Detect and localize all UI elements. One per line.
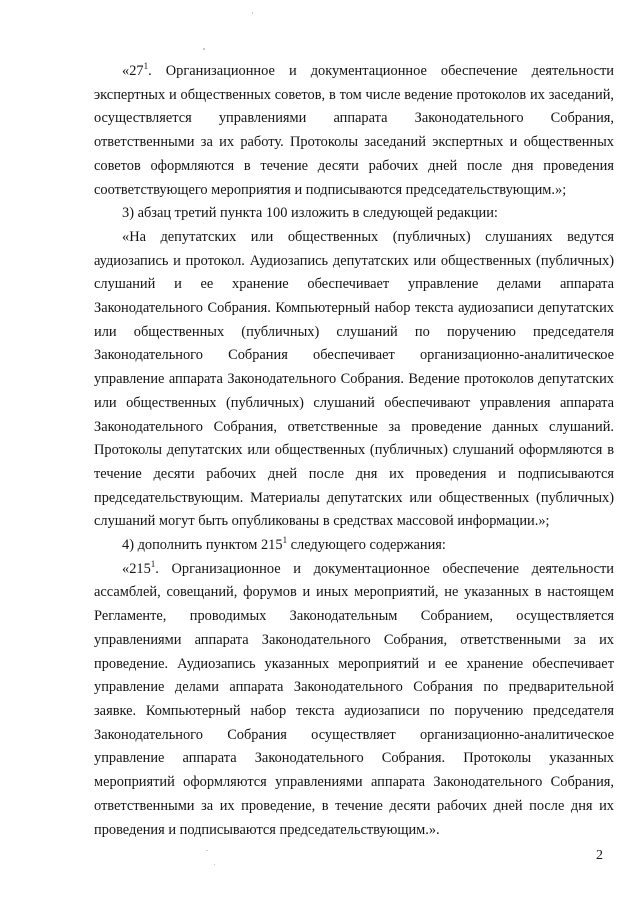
superscript: 1 bbox=[143, 61, 149, 71]
paragraph-text: 3) абзац третий пункта 100 изложить в следующей редакции: bbox=[122, 205, 498, 222]
paragraph-text: «27 bbox=[122, 63, 144, 79]
scan-speck bbox=[203, 48, 205, 50]
paragraph-text: «На депутатских или общественных (публичных) слушаниях ведутся аудиозапись и протокол. Аудиозапись депутатских или общественных (публичных) слушаний и ее хранение обеспечивает управление делами аппарата Законодательного Собрания. Компьютерный набор текста аудиозаписи депутатских или общественных (публичных) слушаний по поручению председателя Законодательного Собрания обеспечивает организационно-аналитическое управление аппарата Законодательного Собрания. Ведение протоколов депутатских или общественных (публичных) слушаний обеспечивают управления аппарата Законодательного Собрания, ответственные за проведение данных слушаний. Протоколы депутатских или общественных (публичных) слушаний оформляются в течение десяти рабочих дней после дня их проведения и подписываются председательствующим. Материалы депутатских или общественных (публичных) слушаний могут быть опубликованы в средствах массовой информации.»; bbox=[94, 228, 614, 530]
paragraph-text: 4) дополнить пунктом 215 bbox=[122, 537, 283, 554]
paragraph-hearings bbox=[94, 226, 614, 534]
superscript: 1 bbox=[282, 535, 288, 546]
document-body bbox=[94, 60, 614, 842]
scan-speck bbox=[252, 12, 253, 14]
paragraph-text: . Организационное и документационное обеспечение деятельности ассамблей, совещаний, форумов и иных мероприятий, не указанных в настоящем Регламенте, проводимых Законодательным Собранием, осуществляется управлениями аппарата Законодательного Собрания, ответственными за их проведение. Аудиозапись указанных мероприятий и ее хранение обеспечивает управление делами аппарата Законодательного Собрания по предварительной заявке. Компьютерный набор текста аудиозаписи по поручению председателя Законодательного Собрания осуществляет организационно-аналитическое управление аппарата Законодательного Собрания. Протоколы указанных мероприятий оформляются управлениями аппарата Законодательного Собрания, ответственными за их проведение, в течение десяти рабочих дней после дня их проведения и подписываются председательствующим.». bbox=[94, 560, 614, 838]
paragraph-text: . Организационное и документационное обеспечение деятельности экспертных и общественных советов, в том числе ведение протоколов их заседаний, осуществляется управлениями аппарата Законодательного Собрания, ответственными за их работу. Протоколы заседаний экспертных и общественных советов оформляются в течение десяти рабочих дней после дня проведения соответствующего мероприятия и подписываются председательствующим.»; bbox=[94, 63, 614, 198]
page-number: 2 bbox=[596, 848, 603, 863]
paragraph-amendment-3 bbox=[94, 202, 614, 226]
scan-speck bbox=[206, 850, 208, 851]
scan-speck bbox=[214, 864, 215, 865]
paragraph-text: следующего содержания: bbox=[287, 537, 446, 554]
paragraph-clause-27-1 bbox=[94, 60, 614, 202]
paragraph-text: «215 bbox=[122, 560, 151, 577]
paragraph-clause-215-1 bbox=[94, 558, 614, 842]
superscript: 1 bbox=[150, 558, 156, 569]
paragraph-amendment-4 bbox=[94, 534, 614, 558]
